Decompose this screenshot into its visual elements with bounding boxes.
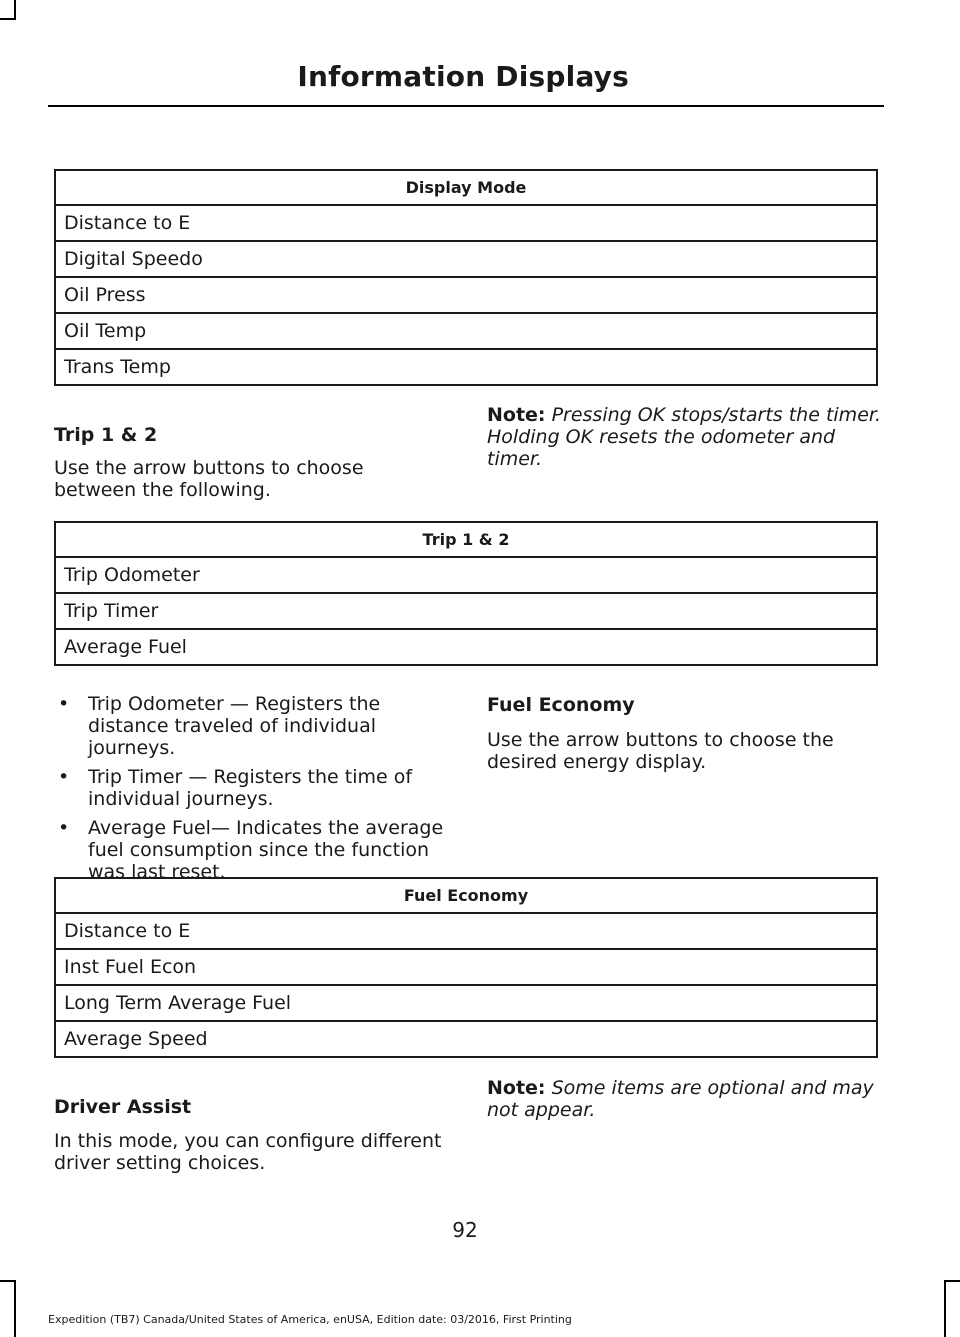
table-row: Trip Timer	[55, 593, 877, 629]
page-number: 92	[452, 1218, 478, 1242]
bullet-section	[54, 693, 449, 890]
table-row: Oil Press	[55, 277, 877, 313]
trip-note	[487, 404, 882, 470]
bullet-icon: •	[58, 693, 70, 715]
bullet-icon: •	[58, 817, 70, 839]
paragraph: Use the arrow buttons to choose the desired energy display.	[487, 729, 834, 773]
list-item-text: Trip Timer — Registers the time of individual journeys.	[88, 766, 413, 810]
footer-text: Expedition (TB7) Canada/United States of America, enUSA, Edition date: 03/2016, First Printing	[48, 1313, 572, 1326]
note-label: Note:	[487, 1077, 546, 1099]
trip-section	[54, 424, 449, 501]
fuel-economy-section	[487, 694, 882, 773]
table-header: Fuel Economy	[55, 878, 877, 913]
table-header: Display Mode	[55, 170, 877, 205]
bullet-list	[54, 693, 449, 883]
note-label: Note:	[487, 404, 546, 426]
table-row: Average Fuel	[55, 629, 877, 665]
table-row: Inst Fuel Econ	[55, 949, 877, 985]
table-row: Oil Temp	[55, 313, 877, 349]
table-row: Long Term Average Fuel	[55, 985, 877, 1021]
list-item	[54, 817, 449, 883]
note-text: Some items are optional and may not appear.	[487, 1077, 874, 1121]
crop-mark	[944, 1280, 960, 1282]
crop-mark	[0, 18, 16, 20]
list-item	[54, 693, 449, 759]
paragraph: Use the arrow buttons to choose between the following.	[54, 457, 364, 501]
page-title: Information Displays	[297, 60, 629, 93]
section-heading: Driver Assist	[54, 1096, 192, 1118]
header-divider	[48, 105, 884, 107]
table-row: Trans Temp	[55, 349, 877, 385]
list-item-text: Trip Odometer — Registers the distance traveled of individual journeys.	[88, 693, 381, 759]
display-mode-table	[54, 169, 878, 386]
paragraph: In this mode, you can configure different driver setting choices.	[54, 1130, 442, 1174]
table-row: Distance to E	[55, 913, 877, 949]
crop-mark	[14, 0, 16, 18]
trip-table	[54, 521, 878, 666]
table-row: Trip Odometer	[55, 557, 877, 593]
driver-assist-section	[54, 1096, 449, 1174]
crop-mark	[944, 1280, 946, 1337]
note-text: Pressing OK stops/starts the timer. Holding OK resets the odometer and timer.	[487, 404, 881, 470]
bullet-icon: •	[58, 766, 70, 788]
table-header: Trip 1 & 2	[55, 522, 877, 557]
list-item	[54, 766, 449, 810]
fuel-economy-table	[54, 877, 878, 1058]
section-heading: Trip 1 & 2	[54, 424, 158, 446]
table-row: Distance to E	[55, 205, 877, 241]
table-row: Digital Speedo	[55, 241, 877, 277]
section-heading: Fuel Economy	[487, 694, 635, 716]
table-row: Average Speed	[55, 1021, 877, 1057]
crop-mark	[14, 1280, 16, 1337]
crop-mark	[0, 1280, 16, 1282]
driver-assist-note	[487, 1077, 882, 1121]
list-item-text: Average Fuel— Indicates the average fuel consumption since the function was last reset.	[88, 817, 444, 883]
